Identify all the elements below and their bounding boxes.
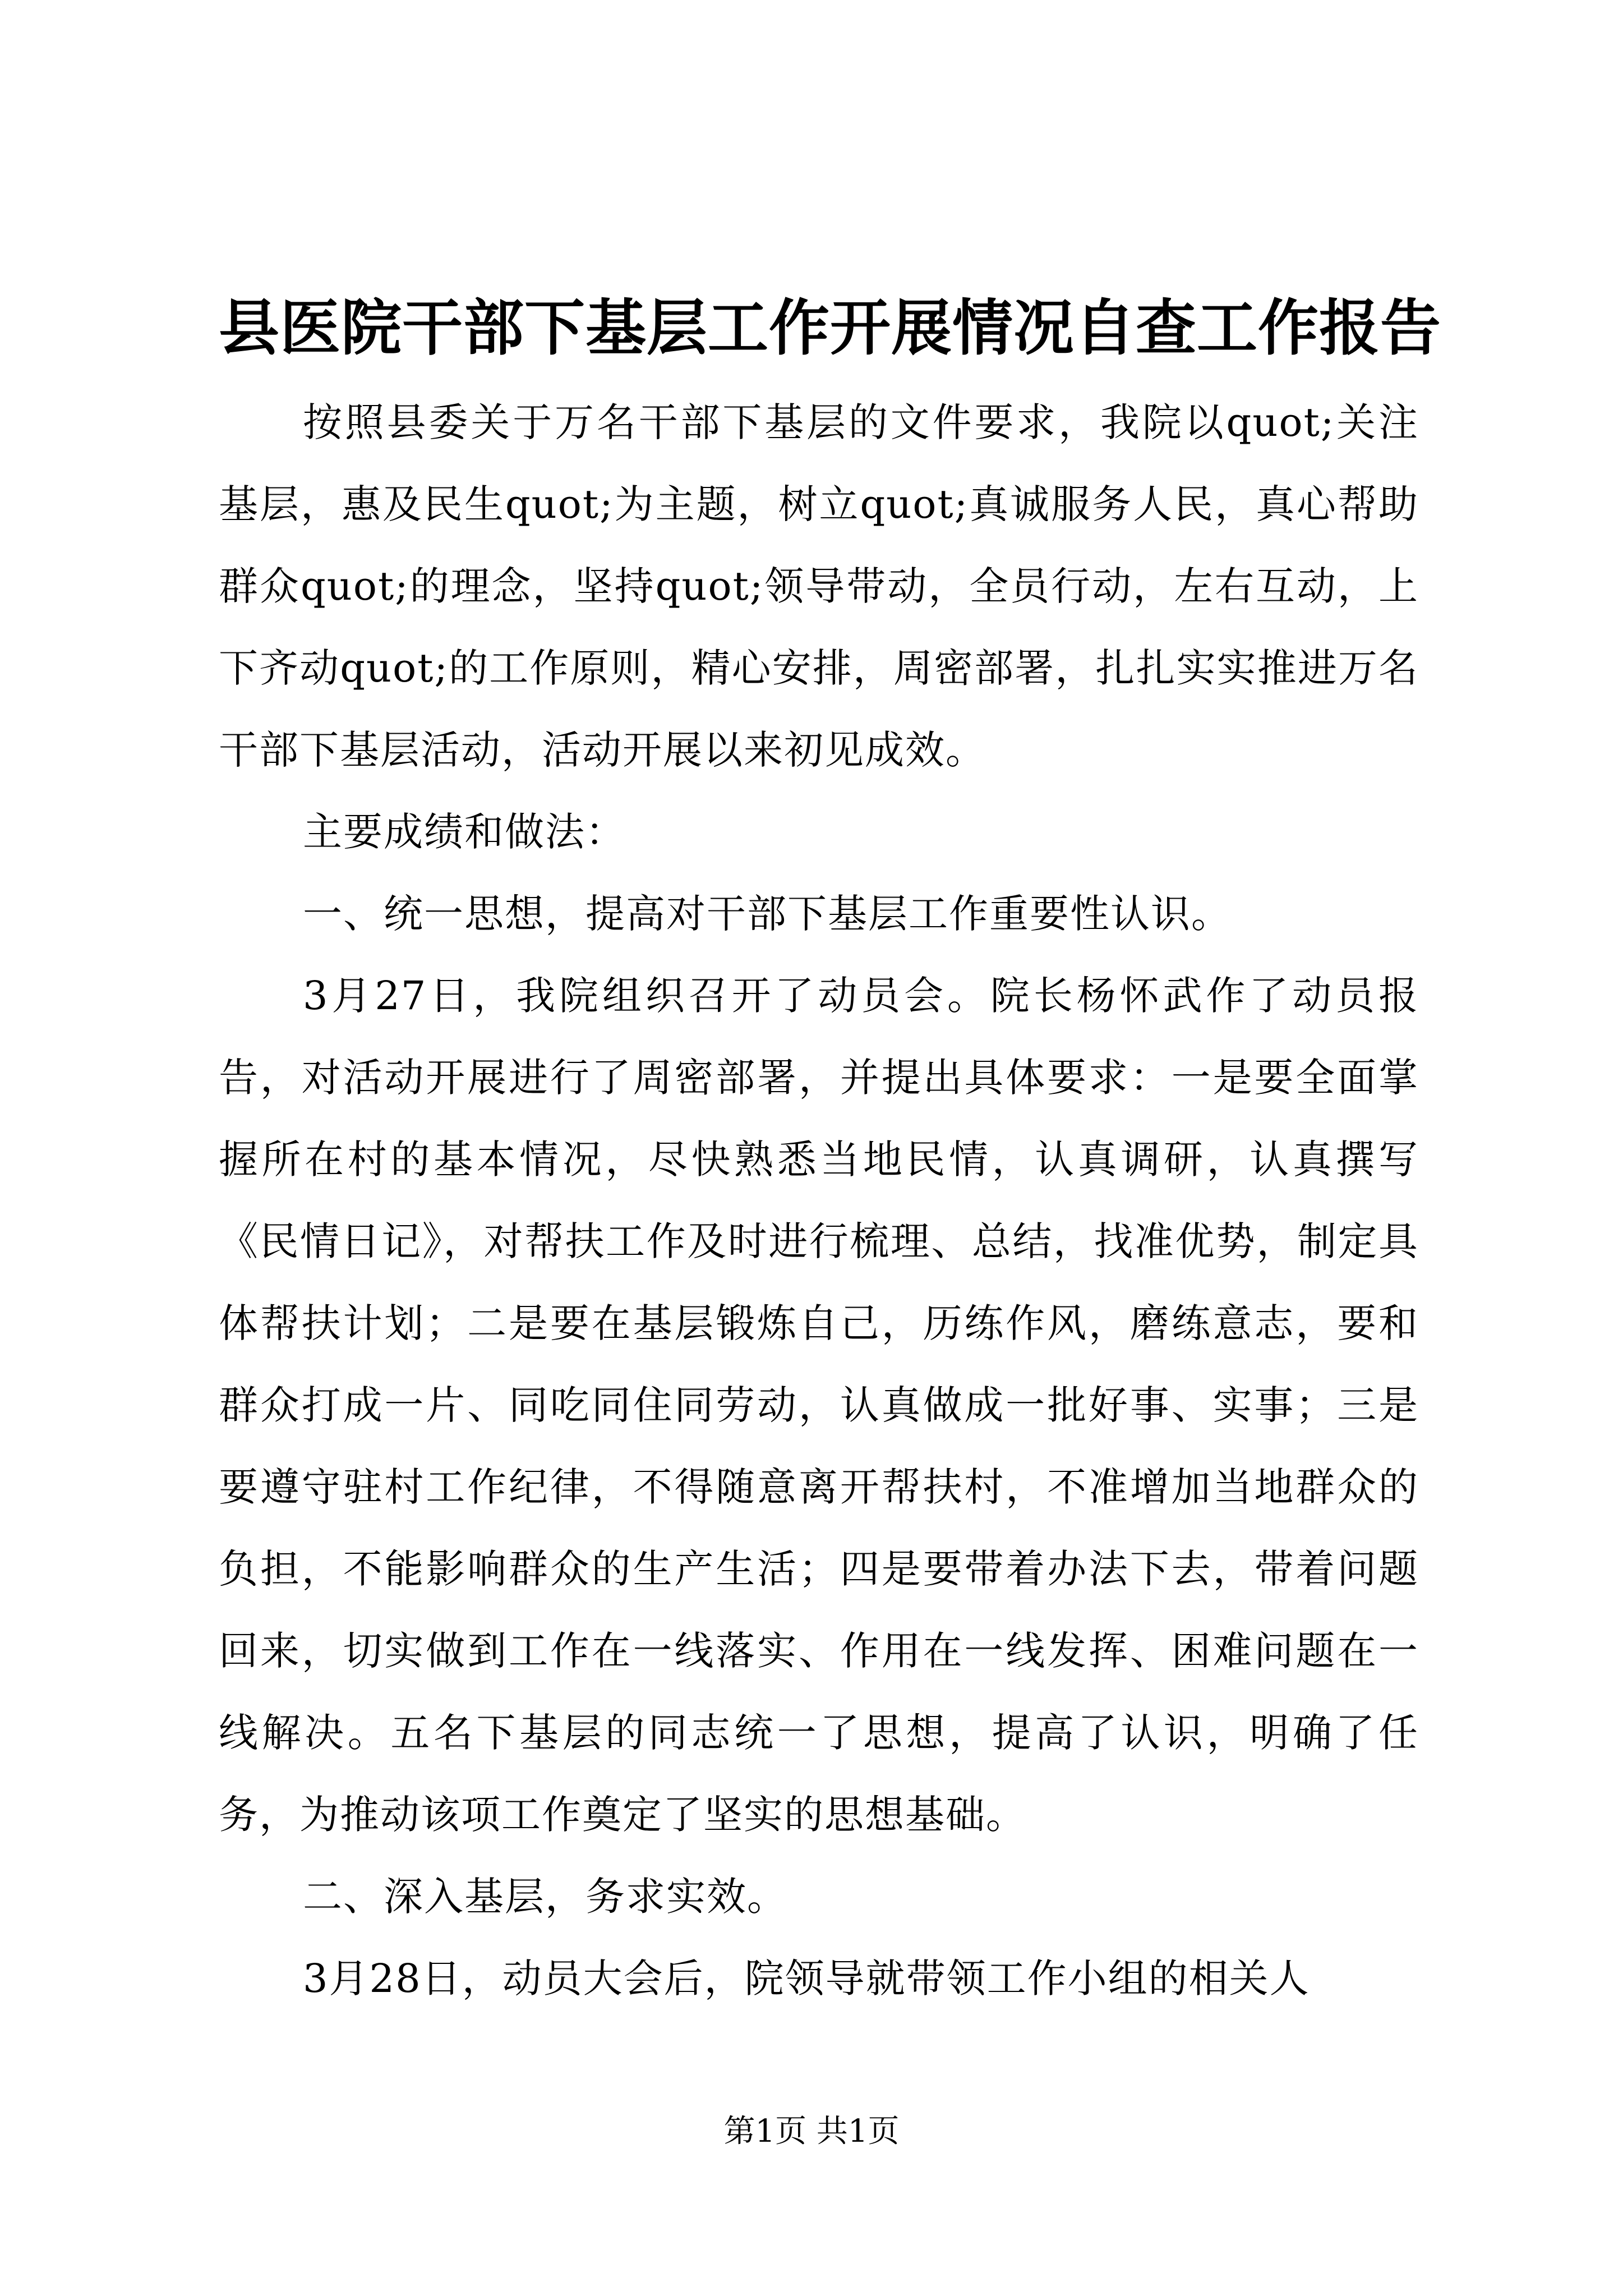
section-heading-2: 二、深入基层，务求实效。 (303, 1874, 787, 1920)
paragraph-section-1-body: 3月27日，我院组织召开了动员会。院长杨怀武作了动员报告，对活动开展进行了周密部署，并提出具体要求：一是要全面掌握所在村的基本情况，尽快熟悉当地民情，认真调研，认真撰写《民情日记》，对帮扶工作及时进行梳理、总结，找准优势，制定具体帮扶计划；二是要在基层锻炼自己，历练作风，磨练意志，要和群众打成一片、同吃同住同劳动，认真做成一批好事、实事；三是要遵守驻村工作纪律，不得随意离开帮扶村，不准增加当地群众的负担，不能影响群众的生产生活；四是要带着办法下去，带着问题回来，切实做到工作在一线落实、作用在一线发挥、困难问题在一线解决。五名下基层的同志统一了思想，提高了认识，明确了任务，为推动该项工作奠定了坚实的思想基础。 (219, 973, 1419, 1838)
paragraph-intro: 按照县委关于万名干部下基层的文件要求，我院以quot;关注基层，惠及民生quot;为主题，树立quot;真诚服务人民，真心帮助群众quot;的理念，坚持quot;领导带动，全员行动，左右互动，上下齐动quot;的工作原则，精心安排，周密部署，扎扎实实推进万名干部下基层活动，活动开展以来初见成效。 (219, 399, 1419, 773)
paragraph-main-results-heading: 主要成绩和做法： (303, 809, 626, 855)
section-heading-1: 一、统一思想，提高对干部下基层工作重要性认识。 (303, 891, 1232, 937)
document-body (219, 381, 1419, 2019)
paragraph-section-2-body: 3月28日，动员大会后，院领导就带领工作小组的相关人 (303, 1955, 1310, 2001)
document-title: 县医院干部下基层工作开展情况自查工作报告 (219, 293, 1442, 364)
page-footer: 第1页 共1页 (723, 2113, 900, 2150)
